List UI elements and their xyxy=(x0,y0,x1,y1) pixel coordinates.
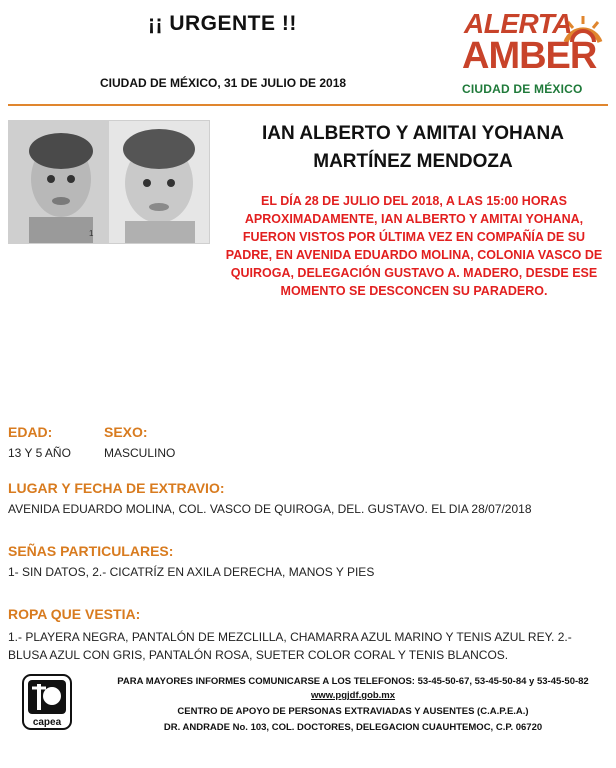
footer-address: DR. ANDRADE No. 103, COL. DOCTORES, DELEGACION CUAUHTEMOC, C.P. 06720 xyxy=(163,722,543,733)
distinguishing-marks-label: SEÑAS PARTICULARES: xyxy=(8,543,174,559)
name-line-2: MARTÍNEZ MENDOZA xyxy=(313,151,513,172)
footer-phones: PARA MAYORES INFORMES COMUNICARSE A LOS TELEFONOS: 53-45-50-67, 53-45-50-84 y 53-45-50-82 xyxy=(117,676,589,687)
capea-label: capea xyxy=(32,717,62,728)
capea-logo xyxy=(22,674,72,730)
distinguishing-marks-value: 1- SIN DATOS, 2.- CICATRÍZ EN AXILA DERECHA, MANOS Y PIES xyxy=(8,565,375,579)
clothing-label: ROPA QUE VESTIA: xyxy=(8,606,141,622)
urgent-heading: ¡¡ URGENTE !! xyxy=(148,12,297,35)
name-line-1: IAN ALBERTO Y AMITAI YOHANA xyxy=(262,123,564,144)
missing-persons-name xyxy=(228,120,598,176)
age-label: EDAD: xyxy=(8,424,53,440)
footer-center-name: CENTRO DE APOYO DE PERSONAS EXTRAVIADAS Y AUSENTES (C.A.P.E.A.) xyxy=(177,706,529,717)
photo-caption: 1 xyxy=(89,229,94,238)
logo-amber: AMBER xyxy=(462,35,597,77)
logo-alerta: ALERTA xyxy=(464,8,572,39)
header-divider xyxy=(8,104,608,106)
missing-children-photos xyxy=(8,120,210,244)
place-date-value: AVENIDA EDUARDO MOLINA, COL. VASCO DE QUIROGA, DEL. GUSTAVO. EL DIA 28/07/2018 xyxy=(8,502,532,516)
footer-website-link[interactable]: www.pgjdf.gob.mx xyxy=(310,690,396,701)
place-date-label: LUGAR Y FECHA DE EXTRAVIO: xyxy=(8,480,225,496)
incident-narrative: EL DÍA 28 DE JULIO DEL 2018, A LAS 15:00 HORAS APROXIMADAMENTE, IAN ALBERTO Y AMITAI YOHANA, FUERON VISTOS POR ÚLTIMA VEZ EN COMPAÑÍA DE SU PADRE, EN AVENIDA EDUARDO MOLINA, COLONIA VASCO DE QUIROGA, DELEGACIÓN GUSTAVO A. MADERO, DESDE ESE MOMENTO SE DESCONCEN SU PARADERO. xyxy=(225,194,603,298)
sex-value: MASCULINO xyxy=(104,446,176,460)
city-date: CIUDAD DE MÉXICO, 31 DE JULIO DE 2018 xyxy=(100,76,347,90)
sex-label: SEXO: xyxy=(104,424,148,440)
clothing-value: 1.- PLAYERA NEGRA, PANTALÓN DE MEZCLILLA, CHAMARRA AZUL MARINO Y TENIS AZUL REY. 2.- BLUSA AZUL CON GRIS, PANTALÓN ROSA, SUETER COLOR CORAL Y TENIS BLANCOS. xyxy=(8,630,572,662)
alerta-amber-logo xyxy=(460,8,610,100)
logo-city: CIUDAD DE MÉXICO xyxy=(462,82,583,96)
age-value: 13 Y 5 AÑO xyxy=(8,446,71,460)
